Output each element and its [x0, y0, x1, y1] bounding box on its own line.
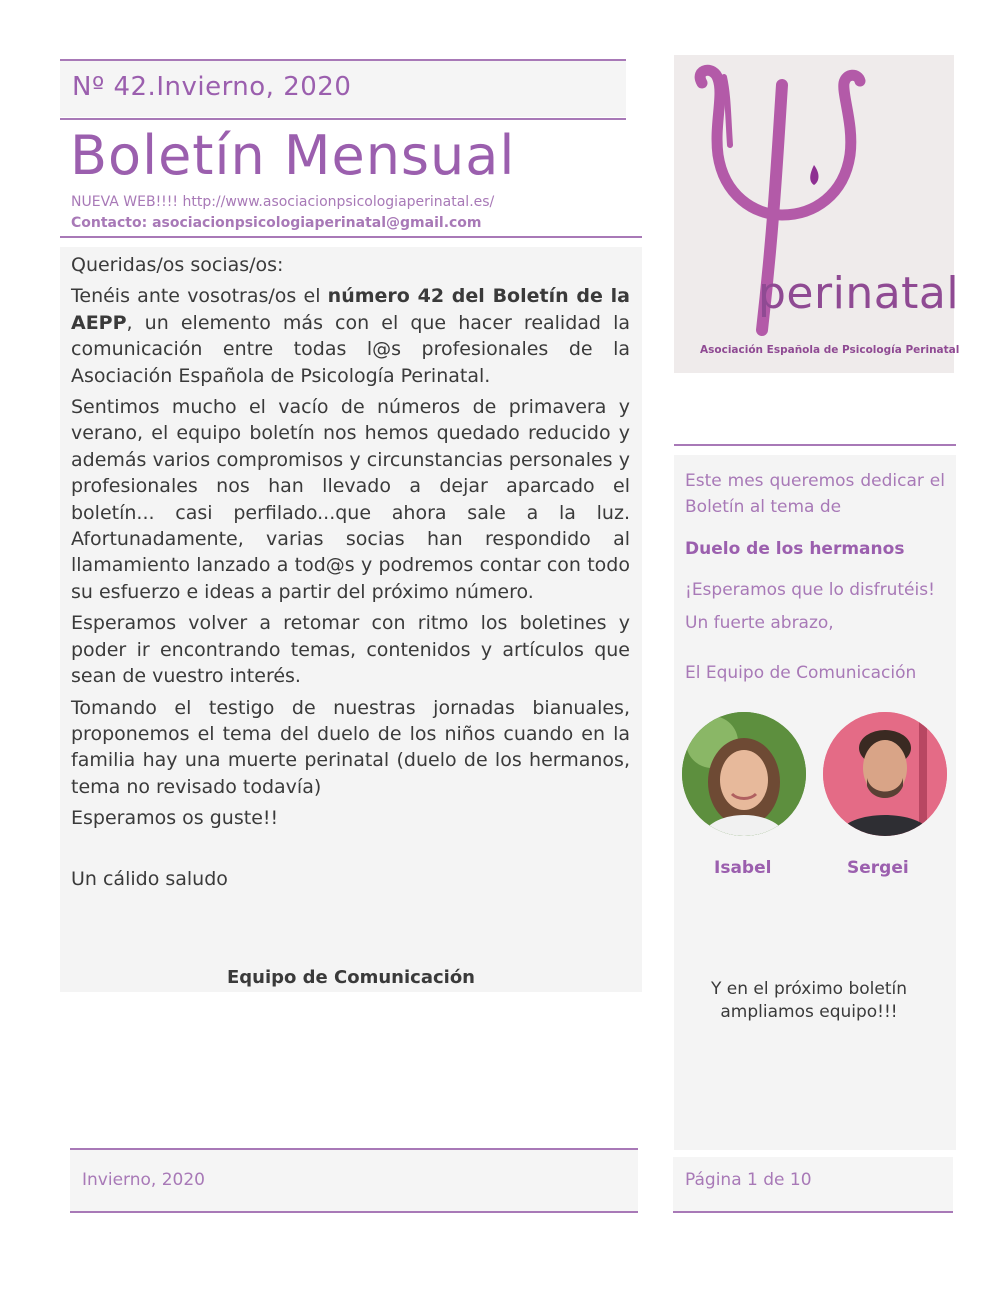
association-logo: [674, 55, 954, 373]
person-photo-icon: [682, 712, 806, 836]
footer-bottom-rule-right: [673, 1211, 953, 1213]
psi-icon: [674, 55, 954, 373]
header-mid-rule: [60, 118, 626, 120]
issue-number: Nº 42.Invierno, 2020: [72, 72, 352, 102]
paragraph-wish: Esperamos os guste!!: [71, 807, 279, 830]
signature: Equipo de Comunicación: [226, 967, 475, 988]
logo-wordmark: perinatal: [758, 268, 960, 319]
page-title: Boletín Mensual: [70, 124, 516, 187]
paragraph-intro: [71, 283, 630, 389]
page-number: Página 1 de 10: [685, 1170, 812, 1190]
intro-text: Tenéis ante vosotras/os el: [71, 285, 328, 308]
contact-email[interactable]: Contacto: asociacionpsicologiaperinatal@gmail.com: [71, 215, 482, 231]
sidebar-hug: Un fuerte abrazo,: [685, 613, 834, 633]
person-name: Sergei: [847, 858, 909, 878]
header-bottom-rule: [60, 236, 642, 238]
sidebar-hope: ¡Esperamos que lo disfrutéis!: [685, 580, 935, 600]
paragraph-topic: Tomando el testigo de nuestras jornadas bianuales, proponemos el tema del duelo de los niños cuando en la familia hay una muerte perinatal (duelo de los hermanos, tema no revisado todavía): [71, 696, 630, 798]
paragraph-plans: Esperamos volver a retomar con ritmo los boletines y poder ir encontrando temas, contenidos y artículos que sean de vuestro interés.: [71, 612, 630, 688]
greeting: Queridas/os socias/os:: [71, 254, 284, 276]
sidebar-team: El Equipo de Comunicación: [685, 663, 917, 683]
intro-text-end: , un elemento más con el que hacer realidad la comunicación entre todas l@s profesionales de la Asociación Española de Psicología Perinatal.: [71, 311, 630, 387]
paragraph-apology: Sentimos mucho el vacío de números de primavera y verano, el equipo boletín nos hemos quedado reducido y además varios compromisos y circunstancias personales y profesionales nos han llevado a dejar aparcado el boletín... casi perfilado...que ahora sale a la luz. Afortunadamente, varias socias han respondido al llamamiento lanzado a tod@s y podremos contar con todo su esfuerzo e ideas a partir del próximo número.: [71, 396, 630, 603]
next-issue-note: Y en el próximo boletín ampliamos equipo!!!: [711, 979, 907, 1022]
avatar-isabel: [682, 712, 806, 836]
person-name: Isabel: [714, 858, 772, 878]
website-link[interactable]: NUEVA WEB!!!! http://www.asociacionpsicologiaperinatal.es/: [71, 194, 495, 210]
logo-subtitle: Asociación Española de Psicología Perinatal: [700, 344, 960, 356]
sidebar-intro: Este mes queremos dedicar el Boletín al tema de: [685, 471, 945, 517]
footer-bottom-rule-left: [70, 1211, 638, 1213]
avatar-sergei: [823, 712, 947, 836]
sidebar-top-rule: [674, 444, 956, 446]
sidebar-topic: Duelo de los hermanos: [685, 539, 905, 559]
letter-body: [71, 252, 630, 837]
closing-text: Un cálido saludo: [71, 868, 228, 890]
person-photo-icon: [823, 712, 947, 836]
intro-bold: número 42 del Boletín de la AEPP: [71, 285, 630, 334]
footer-season: Invierno, 2020: [82, 1170, 205, 1190]
